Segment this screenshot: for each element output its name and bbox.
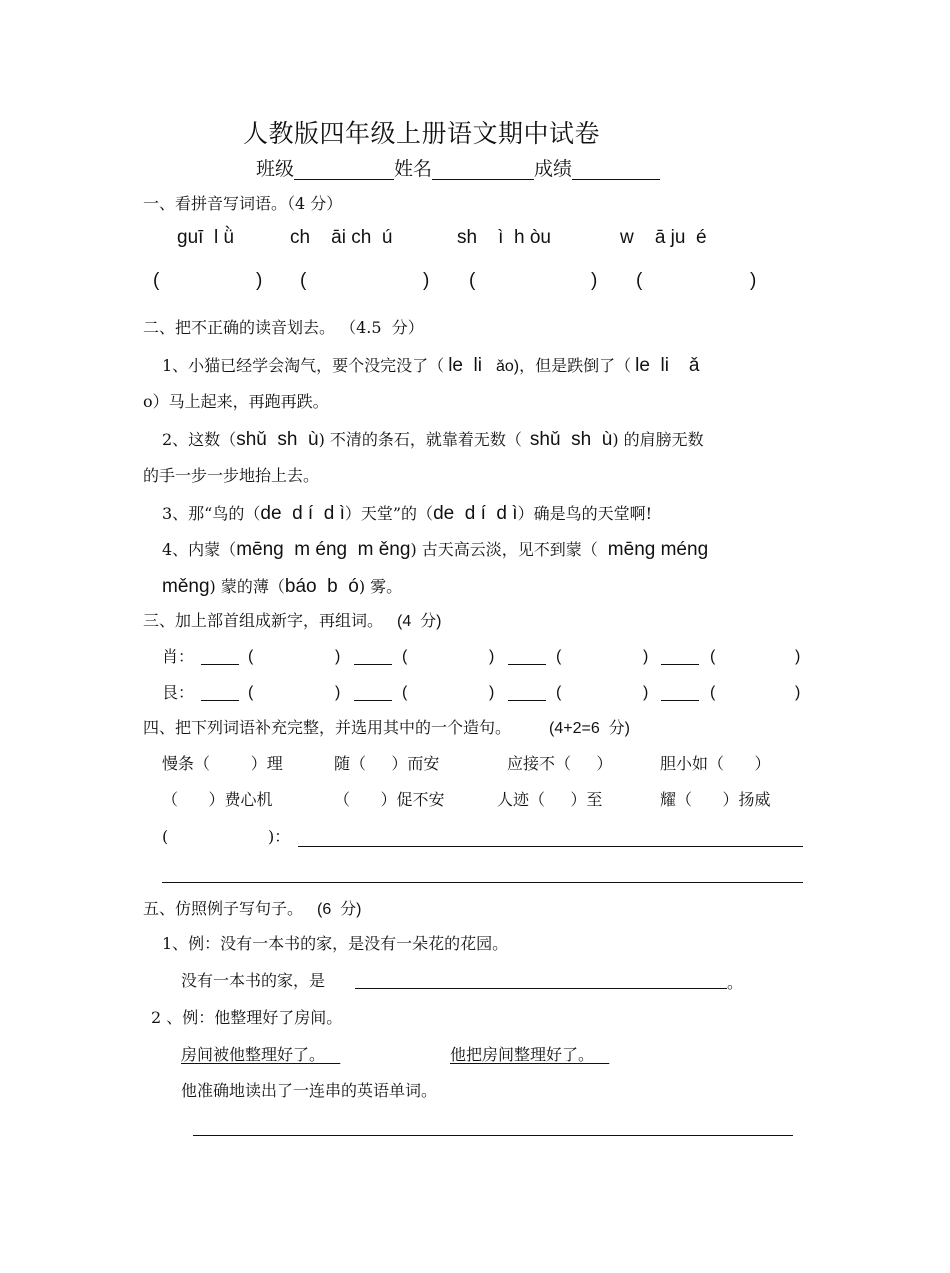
q1-answer-1-open: ( <box>153 270 160 291</box>
class-field[interactable] <box>294 160 394 180</box>
q4-idiom-4[interactable]: 胆小如（ ） <box>660 754 771 773</box>
q2-item-3 <box>162 504 652 523</box>
q4-answer-line-1[interactable] <box>298 846 803 847</box>
q3-row-2-open-2: ( <box>402 684 408 701</box>
q1-answer-4-open: ( <box>636 270 643 291</box>
student-info-row <box>256 160 660 180</box>
q3-row-2-blank-1[interactable] <box>201 700 239 701</box>
q5-answer-line-1[interactable] <box>355 988 727 989</box>
q2-item-2-line-2: 的手一步一步地抬上去。 <box>143 466 320 485</box>
score-field[interactable] <box>572 160 660 180</box>
q2-item-4-option-2[interactable]: mēng méng <box>607 539 709 560</box>
q5-task-sentence: 他准确地读出了一连串的英语单词。 <box>181 1081 438 1100</box>
q1-pinyin-3: sh ì h òu <box>457 227 551 248</box>
q2-item-1-tail: ǎ <box>688 355 700 376</box>
q3-heading-text: 三、加上部首组成新字，再组词。 <box>143 611 384 630</box>
q3-row-2-open-1: ( <box>248 684 254 701</box>
q3-row-1-open-4: ( <box>710 648 716 665</box>
q2-item-2-option-1[interactable]: shǔ sh ù <box>236 429 319 450</box>
q3-row-2-blank-3[interactable] <box>508 700 546 701</box>
q5-example-1: 1、例：没有一本书的家，是没有一朵花的花园。 <box>162 934 509 953</box>
q1-answer-3[interactable] <box>481 268 587 294</box>
q4-heading <box>143 720 630 737</box>
q1-answer-4[interactable] <box>648 268 748 294</box>
q5-points: (6 分) <box>317 901 362 918</box>
q5-example-2-ba <box>450 1047 609 1063</box>
q5-example-2-ba-text: 他把房间整理好了。 <box>450 1045 595 1064</box>
q2-item-4-line-2 <box>162 577 402 596</box>
name-label: 姓名 <box>394 158 433 180</box>
q3-row-1-open-3: ( <box>556 648 562 665</box>
q3-row-1-close-4: ) <box>795 648 801 665</box>
q2-item-3-option-2[interactable]: de d í d ì <box>433 503 518 524</box>
q4-idiom-3[interactable]: 应接不（ ） <box>507 754 613 773</box>
q4-idiom-1[interactable]: 慢条（ ）理 <box>162 754 283 773</box>
q3-row-2-close-4: ) <box>795 684 801 701</box>
q4-sentence-close: )： <box>268 827 291 846</box>
q1-heading: 一、看拼音写词语。（4 分） <box>143 194 343 213</box>
q2-item-1-text: 1、小猫已经学会淘气，要个没完没了（ <box>162 356 445 375</box>
q3-heading <box>143 613 441 630</box>
q2-item-4-line-1 <box>162 540 708 559</box>
q3-row-1-blank-1[interactable] <box>201 664 239 665</box>
score-label: 成绩 <box>534 158 573 180</box>
q1-pinyin-1: guī l ǜ <box>177 227 235 248</box>
q4-sentence-idiom-slot[interactable] <box>175 826 260 848</box>
q3-row-2-close-3: ) <box>643 684 649 701</box>
q1-pinyin-4: w ā ju é <box>620 227 707 248</box>
q2-item-2-line-1 <box>162 430 704 449</box>
q5-answer-line-2[interactable] <box>193 1135 793 1136</box>
q4-idiom-8[interactable]: 耀（ ）扬威 <box>660 790 771 809</box>
q2-item-2-text: 2、这数（ <box>162 430 237 449</box>
q3-row-2-blank-4[interactable] <box>661 700 699 701</box>
q2-item-1-line-2: o）马上起来，再跑再跌。 <box>143 392 329 411</box>
q4-idiom-5[interactable]: （ ）费心机 <box>162 790 273 809</box>
q3-points: (4 分) <box>397 613 442 630</box>
q1-answer-1[interactable] <box>165 268 253 294</box>
q3-row-2-char: 艮： <box>162 683 195 702</box>
q1-answer-2-open: ( <box>300 270 307 291</box>
q2-item-1-line-1 <box>162 356 700 375</box>
q1-answer-1-close: ) <box>256 270 263 291</box>
q3-row-1-blank-4[interactable] <box>661 664 699 665</box>
q5-example-2-passive-text: 房间被他整理好了。 <box>181 1045 326 1064</box>
q4-idiom-6[interactable]: （ ）促不安 <box>334 790 445 809</box>
q2-item-3-text: 3、那“鸟的（ <box>162 504 261 523</box>
q2-item-1-option-1[interactable]: le li <box>448 355 482 376</box>
q1-answer-3-close: ) <box>591 270 598 291</box>
q2-item-3-option-1[interactable]: de d í d ì <box>260 503 345 524</box>
q3-row-1-close-3: ) <box>643 648 649 665</box>
q1-answer-4-close: ) <box>750 270 757 291</box>
q5-example-2-passive <box>181 1047 340 1063</box>
q5-heading <box>143 901 361 918</box>
q2-item-1-text-b: ǎo)，但是跌倒了（ <box>495 358 632 375</box>
q3-row-1-close-2: ) <box>489 648 495 665</box>
q3-row-2-close-2: ) <box>489 684 495 701</box>
q3-row-1-char: 肖： <box>162 647 195 666</box>
q5-heading-text: 五、仿照例子写句子。 <box>143 899 304 918</box>
q4-points: (4+2=6 分) <box>549 720 630 737</box>
q2-item-4-option-3[interactable]: báo b ó <box>284 576 359 597</box>
q2-item-4-option-2b[interactable]: měng <box>162 576 210 597</box>
q2-item-3-text-b: ）天堂”的（ <box>344 504 434 523</box>
q2-item-4-option-1[interactable]: mēng m éng m ěng <box>236 539 411 560</box>
q2-item-2-text-c: ) 的肩膀无数 <box>612 430 704 449</box>
q3-row-1-open-2: ( <box>402 648 408 665</box>
q1-answer-3-open: ( <box>469 270 476 291</box>
page-title: 人教版四年级上册语文期中试卷 <box>243 119 601 148</box>
class-label: 班级 <box>256 158 295 180</box>
q3-row-1-blank-2[interactable] <box>354 664 392 665</box>
q2-heading: 二、把不正确的读音划去。 （4.5 分） <box>143 318 424 337</box>
name-field[interactable] <box>432 160 534 180</box>
q2-item-4-text-c: ) 蒙的薄（ <box>209 577 285 596</box>
q4-answer-line-2[interactable] <box>162 882 803 883</box>
q2-item-2-option-2[interactable]: shǔ sh ù <box>529 429 613 450</box>
q5-example-1-stem: 没有一本书的家，是 <box>181 971 326 990</box>
q3-row-2-close-1: ) <box>335 684 341 701</box>
q3-row-2-open-4: ( <box>710 684 716 701</box>
q4-sentence-open: ( <box>162 827 169 846</box>
q2-item-4-text: 4、内蒙（ <box>162 540 237 559</box>
q5-example-2: 2 、例：他整理好了房间。 <box>151 1008 343 1027</box>
q4-idiom-2[interactable]: 随（ ）而安 <box>334 754 440 773</box>
q5-example-1-end: 。 <box>727 973 744 992</box>
q4-idiom-7[interactable]: 人迹（ ）至 <box>497 790 603 809</box>
q1-pinyin-2: ch āi ch ú <box>290 227 393 248</box>
q2-item-2-text-b: ) 不清的条石，就靠着无数（ <box>318 430 522 449</box>
q3-row-1-open-1: ( <box>248 648 254 665</box>
q3-row-2-blank-2[interactable] <box>354 700 392 701</box>
q2-item-3-text-c: ）确是鸟的天堂啊! <box>517 504 652 523</box>
q3-row-2-open-3: ( <box>556 684 562 701</box>
q1-answer-2[interactable] <box>312 268 418 294</box>
q1-answer-2-close: ) <box>423 270 430 291</box>
q2-item-4-text-d: ) 雾。 <box>358 577 403 596</box>
q3-row-1-close-1: ) <box>335 648 341 665</box>
q3-row-1-blank-3[interactable] <box>508 664 546 665</box>
q4-heading-text: 四、把下列词语补充完整，并选用其中的一个造句。 <box>143 718 512 737</box>
q2-item-1-option-2[interactable]: le li <box>635 355 669 376</box>
q2-item-4-text-b: ) 古天高云淡，见不到蒙（ <box>410 540 598 559</box>
